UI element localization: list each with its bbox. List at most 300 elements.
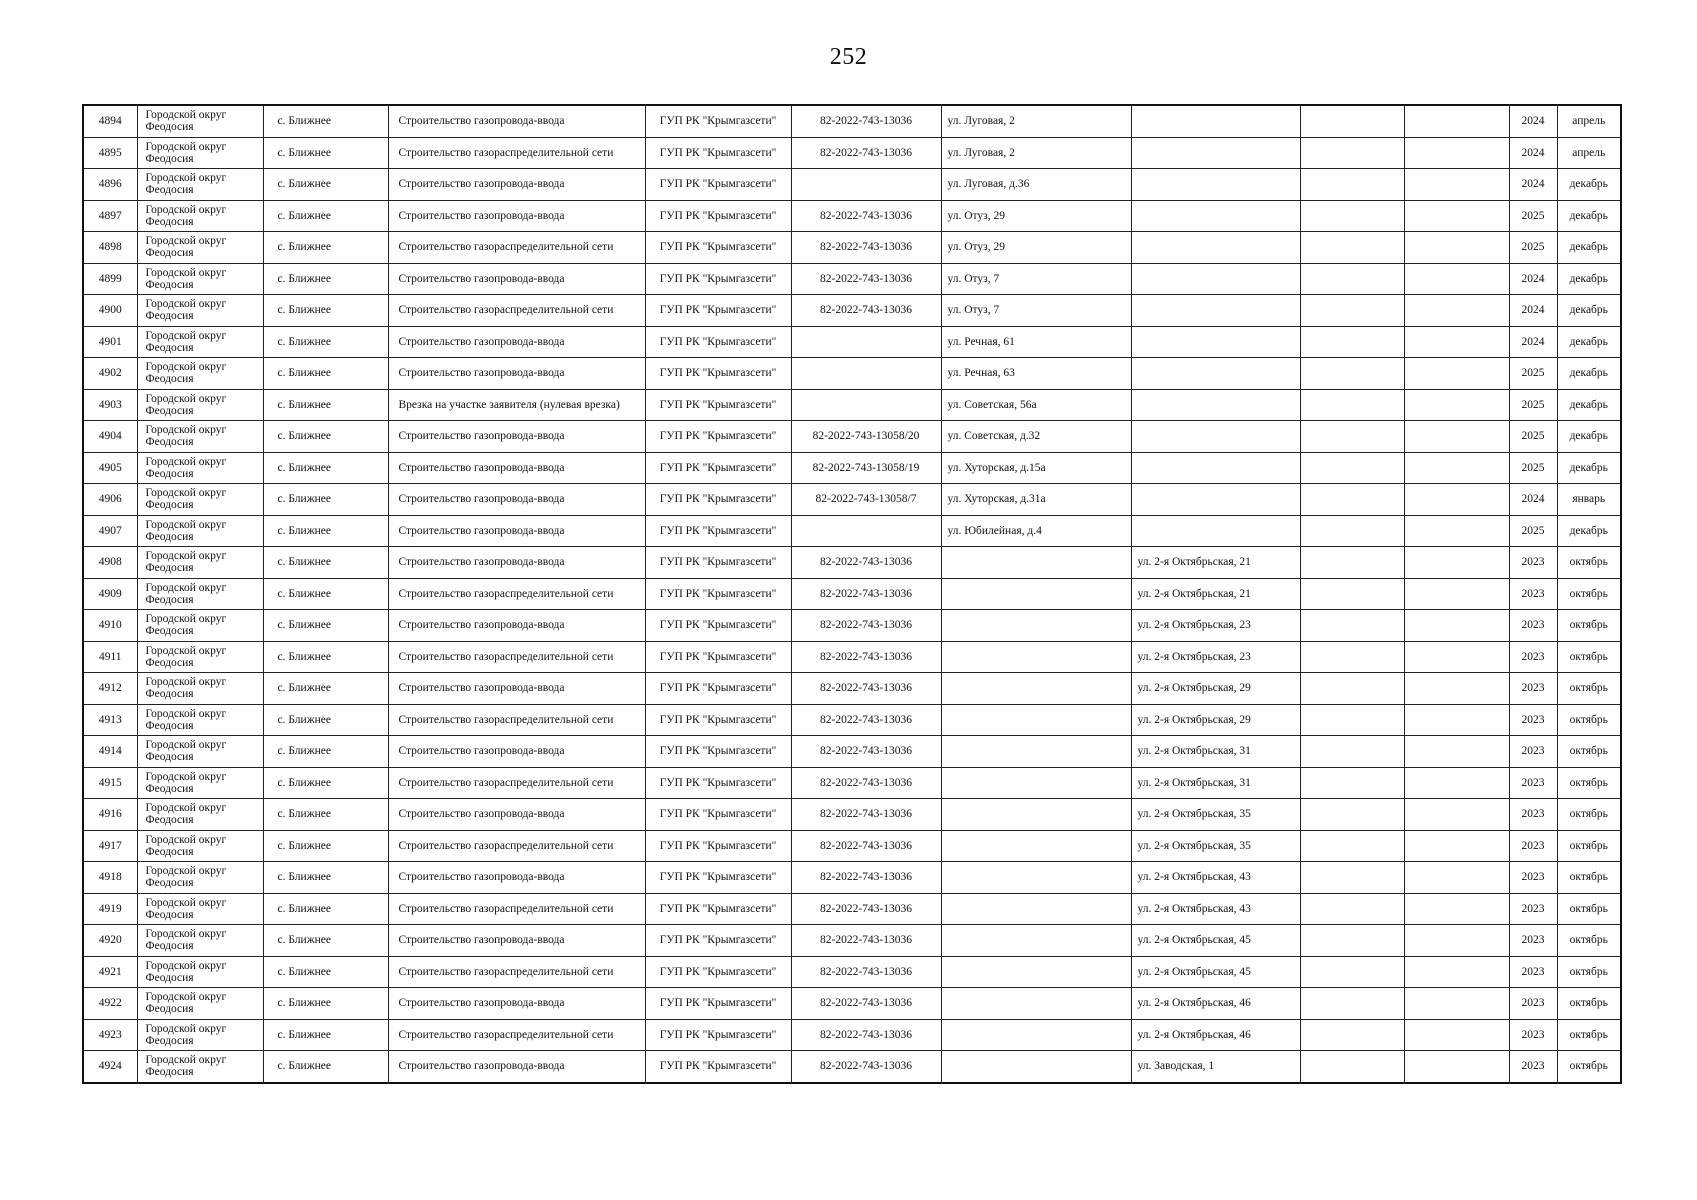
municipality-cell: Городской округ Феодосия bbox=[137, 263, 263, 295]
settlement-cell: с. Ближнее bbox=[263, 610, 388, 642]
row-number: 4914 bbox=[83, 736, 137, 768]
month-cell: октябрь bbox=[1557, 767, 1621, 799]
address-alt-cell: ул. 2-я Октябрьская, 29 bbox=[1131, 673, 1300, 705]
municipality-cell: Городской округ Феодосия bbox=[137, 452, 263, 484]
empty-cell bbox=[1404, 893, 1509, 925]
work-type-cell: Строительство газопровода-ввода bbox=[388, 200, 645, 232]
settlement-cell: с. Ближнее bbox=[263, 389, 388, 421]
municipality-cell: Городской округ Феодосия bbox=[137, 925, 263, 957]
empty-cell bbox=[1404, 421, 1509, 453]
work-type-cell: Строительство газопровода-ввода bbox=[388, 988, 645, 1020]
address-cell: ул. Речная, 63 bbox=[941, 358, 1131, 390]
month-cell: декабрь bbox=[1557, 200, 1621, 232]
table-row bbox=[83, 1051, 1621, 1083]
table-row bbox=[83, 515, 1621, 547]
year-cell: 2024 bbox=[1509, 137, 1557, 169]
contract-code-cell: 82-2022-743-13036 bbox=[791, 232, 941, 264]
month-cell: октябрь bbox=[1557, 578, 1621, 610]
address-cell bbox=[941, 1019, 1131, 1051]
empty-cell bbox=[1404, 515, 1509, 547]
organization-cell: ГУП РК "Крымгазсети" bbox=[645, 358, 791, 390]
row-number: 4907 bbox=[83, 515, 137, 547]
table-row bbox=[83, 389, 1621, 421]
year-cell: 2024 bbox=[1509, 105, 1557, 137]
address-alt-cell: ул. 2-я Октябрьская, 45 bbox=[1131, 956, 1300, 988]
table-row bbox=[83, 1019, 1621, 1051]
settlement-cell: с. Ближнее bbox=[263, 673, 388, 705]
address-alt-cell: ул. 2-я Октябрьская, 23 bbox=[1131, 610, 1300, 642]
row-number: 4908 bbox=[83, 547, 137, 579]
empty-cell bbox=[1300, 893, 1404, 925]
settlement-cell: с. Ближнее bbox=[263, 830, 388, 862]
organization-cell: ГУП РК "Крымгазсети" bbox=[645, 799, 791, 831]
month-cell: декабрь bbox=[1557, 295, 1621, 327]
contract-code-cell: 82-2022-743-13036 bbox=[791, 641, 941, 673]
work-type-cell: Строительство газораспределительной сети bbox=[388, 830, 645, 862]
month-cell: декабрь bbox=[1557, 515, 1621, 547]
row-number: 4924 bbox=[83, 1051, 137, 1083]
settlement-cell: с. Ближнее bbox=[263, 295, 388, 327]
contract-code-cell: 82-2022-743-13036 bbox=[791, 610, 941, 642]
work-type-cell: Строительство газораспределительной сети bbox=[388, 295, 645, 327]
address-cell bbox=[941, 547, 1131, 579]
empty-cell bbox=[1300, 295, 1404, 327]
settlement-cell: с. Ближнее bbox=[263, 452, 388, 484]
address-cell: ул. Отуз, 7 bbox=[941, 263, 1131, 295]
table-row bbox=[83, 641, 1621, 673]
settlement-cell: с. Ближнее bbox=[263, 326, 388, 358]
work-type-cell: Строительство газопровода-ввода bbox=[388, 421, 645, 453]
empty-cell bbox=[1404, 736, 1509, 768]
empty-cell bbox=[1404, 137, 1509, 169]
contract-code-cell: 82-2022-743-13036 bbox=[791, 295, 941, 327]
year-cell: 2025 bbox=[1509, 452, 1557, 484]
table-row bbox=[83, 862, 1621, 894]
settlement-cell: с. Ближнее bbox=[263, 232, 388, 264]
organization-cell: ГУП РК "Крымгазсети" bbox=[645, 830, 791, 862]
address-alt-cell: ул. 2-я Октябрьская, 43 bbox=[1131, 893, 1300, 925]
municipality-cell: Городской округ Феодосия bbox=[137, 767, 263, 799]
address-cell bbox=[941, 925, 1131, 957]
empty-cell bbox=[1404, 1019, 1509, 1051]
organization-cell: ГУП РК "Крымгазсети" bbox=[645, 547, 791, 579]
empty-cell bbox=[1300, 326, 1404, 358]
address-alt-cell: ул. 2-я Октябрьская, 21 bbox=[1131, 547, 1300, 579]
address-alt-cell: ул. 2-я Октябрьская, 29 bbox=[1131, 704, 1300, 736]
contract-code-cell bbox=[791, 515, 941, 547]
empty-cell bbox=[1404, 169, 1509, 201]
settlement-cell: с. Ближнее bbox=[263, 736, 388, 768]
contract-code-cell: 82-2022-743-13036 bbox=[791, 1051, 941, 1083]
table-row bbox=[83, 484, 1621, 516]
work-type-cell: Строительство газораспределительной сети bbox=[388, 641, 645, 673]
settlement-cell: с. Ближнее bbox=[263, 767, 388, 799]
month-cell: декабрь bbox=[1557, 169, 1621, 201]
month-cell: октябрь bbox=[1557, 547, 1621, 579]
work-type-cell: Строительство газопровода-ввода bbox=[388, 169, 645, 201]
contract-code-cell: 82-2022-743-13036 bbox=[791, 893, 941, 925]
organization-cell: ГУП РК "Крымгазсети" bbox=[645, 610, 791, 642]
settlement-cell: с. Ближнее bbox=[263, 704, 388, 736]
month-cell: декабрь bbox=[1557, 326, 1621, 358]
empty-cell bbox=[1300, 767, 1404, 799]
empty-cell bbox=[1300, 830, 1404, 862]
empty-cell bbox=[1404, 862, 1509, 894]
empty-cell bbox=[1404, 1051, 1509, 1083]
work-type-cell: Строительство газораспределительной сети bbox=[388, 137, 645, 169]
organization-cell: ГУП РК "Крымгазсети" bbox=[645, 893, 791, 925]
work-type-cell: Строительство газопровода-ввода bbox=[388, 925, 645, 957]
address-alt-cell: ул. 2-я Октябрьская, 31 bbox=[1131, 736, 1300, 768]
empty-cell bbox=[1300, 578, 1404, 610]
row-number: 4897 bbox=[83, 200, 137, 232]
empty-cell bbox=[1300, 988, 1404, 1020]
empty-cell bbox=[1404, 326, 1509, 358]
municipality-cell: Городской округ Феодосия bbox=[137, 547, 263, 579]
settlement-cell: с. Ближнее bbox=[263, 105, 388, 137]
empty-cell bbox=[1404, 452, 1509, 484]
organization-cell: ГУП РК "Крымгазсети" bbox=[645, 1019, 791, 1051]
address-alt-cell bbox=[1131, 169, 1300, 201]
empty-cell bbox=[1404, 641, 1509, 673]
address-cell: ул. Речная, 61 bbox=[941, 326, 1131, 358]
empty-cell bbox=[1300, 484, 1404, 516]
work-type-cell: Строительство газопровода-ввода bbox=[388, 1051, 645, 1083]
work-type-cell: Строительство газопровода-ввода bbox=[388, 105, 645, 137]
year-cell: 2025 bbox=[1509, 232, 1557, 264]
empty-cell bbox=[1300, 232, 1404, 264]
month-cell: октябрь bbox=[1557, 1019, 1621, 1051]
contract-code-cell: 82-2022-743-13036 bbox=[791, 767, 941, 799]
settlement-cell: с. Ближнее bbox=[263, 169, 388, 201]
table-row bbox=[83, 830, 1621, 862]
empty-cell bbox=[1404, 263, 1509, 295]
table-row bbox=[83, 547, 1621, 579]
month-cell: декабрь bbox=[1557, 421, 1621, 453]
contract-code-cell: 82-2022-743-13058/7 bbox=[791, 484, 941, 516]
year-cell: 2025 bbox=[1509, 389, 1557, 421]
settlement-cell: с. Ближнее bbox=[263, 484, 388, 516]
municipality-cell: Городской округ Феодосия bbox=[137, 578, 263, 610]
empty-cell bbox=[1404, 232, 1509, 264]
contract-code-cell: 82-2022-743-13036 bbox=[791, 799, 941, 831]
work-type-cell: Строительство газораспределительной сети bbox=[388, 1019, 645, 1051]
table-row bbox=[83, 295, 1621, 327]
year-cell: 2023 bbox=[1509, 893, 1557, 925]
work-type-cell: Строительство газопровода-ввода bbox=[388, 452, 645, 484]
municipality-cell: Городской округ Феодосия bbox=[137, 295, 263, 327]
row-number: 4918 bbox=[83, 862, 137, 894]
row-number: 4896 bbox=[83, 169, 137, 201]
empty-cell bbox=[1300, 673, 1404, 705]
year-cell: 2023 bbox=[1509, 641, 1557, 673]
settlement-cell: с. Ближнее bbox=[263, 578, 388, 610]
contract-code-cell: 82-2022-743-13036 bbox=[791, 925, 941, 957]
table-row bbox=[83, 799, 1621, 831]
work-type-cell: Строительство газопровода-ввода bbox=[388, 862, 645, 894]
contract-code-cell: 82-2022-743-13036 bbox=[791, 105, 941, 137]
address-cell bbox=[941, 988, 1131, 1020]
settlement-cell: с. Ближнее bbox=[263, 515, 388, 547]
address-cell: ул. Советская, д.32 bbox=[941, 421, 1131, 453]
address-alt-cell: ул. 2-я Октябрьская, 46 bbox=[1131, 1019, 1300, 1051]
address-alt-cell bbox=[1131, 421, 1300, 453]
address-cell: ул. Хуторская, д.31а bbox=[941, 484, 1131, 516]
table-row bbox=[83, 452, 1621, 484]
row-number: 4909 bbox=[83, 578, 137, 610]
address-alt-cell bbox=[1131, 295, 1300, 327]
address-alt-cell bbox=[1131, 358, 1300, 390]
year-cell: 2023 bbox=[1509, 862, 1557, 894]
work-type-cell: Строительство газопровода-ввода bbox=[388, 484, 645, 516]
year-cell: 2023 bbox=[1509, 799, 1557, 831]
work-type-cell: Строительство газопровода-ввода bbox=[388, 673, 645, 705]
organization-cell: ГУП РК "Крымгазсети" bbox=[645, 421, 791, 453]
settlement-cell: с. Ближнее bbox=[263, 358, 388, 390]
table-row bbox=[83, 673, 1621, 705]
row-number: 4922 bbox=[83, 988, 137, 1020]
year-cell: 2024 bbox=[1509, 484, 1557, 516]
year-cell: 2025 bbox=[1509, 358, 1557, 390]
organization-cell: ГУП РК "Крымгазсети" bbox=[645, 767, 791, 799]
organization-cell: ГУП РК "Крымгазсети" bbox=[645, 389, 791, 421]
year-cell: 2023 bbox=[1509, 1051, 1557, 1083]
address-alt-cell bbox=[1131, 389, 1300, 421]
organization-cell: ГУП РК "Крымгазсети" bbox=[645, 1051, 791, 1083]
year-cell: 2023 bbox=[1509, 578, 1557, 610]
municipality-cell: Городской округ Феодосия bbox=[137, 956, 263, 988]
address-cell bbox=[941, 704, 1131, 736]
empty-cell bbox=[1300, 862, 1404, 894]
empty-cell bbox=[1300, 610, 1404, 642]
municipality-cell: Городской округ Феодосия bbox=[137, 421, 263, 453]
empty-cell bbox=[1300, 641, 1404, 673]
address-alt-cell bbox=[1131, 105, 1300, 137]
row-number: 4905 bbox=[83, 452, 137, 484]
address-cell: ул. Отуз, 7 bbox=[941, 295, 1131, 327]
register-table bbox=[82, 104, 1622, 1084]
month-cell: декабрь bbox=[1557, 232, 1621, 264]
address-cell: ул. Луговая, 2 bbox=[941, 137, 1131, 169]
empty-cell bbox=[1404, 830, 1509, 862]
year-cell: 2023 bbox=[1509, 830, 1557, 862]
address-alt-cell: ул. 2-я Октябрьская, 21 bbox=[1131, 578, 1300, 610]
address-cell bbox=[941, 736, 1131, 768]
organization-cell: ГУП РК "Крымгазсети" bbox=[645, 105, 791, 137]
settlement-cell: с. Ближнее bbox=[263, 421, 388, 453]
year-cell: 2023 bbox=[1509, 610, 1557, 642]
row-number: 4917 bbox=[83, 830, 137, 862]
address-alt-cell: ул. 2-я Октябрьская, 43 bbox=[1131, 862, 1300, 894]
empty-cell bbox=[1300, 1051, 1404, 1083]
empty-cell bbox=[1404, 799, 1509, 831]
empty-cell bbox=[1300, 200, 1404, 232]
organization-cell: ГУП РК "Крымгазсети" bbox=[645, 578, 791, 610]
settlement-cell: с. Ближнее bbox=[263, 893, 388, 925]
work-type-cell: Строительство газопровода-ввода bbox=[388, 263, 645, 295]
month-cell: октябрь bbox=[1557, 893, 1621, 925]
municipality-cell: Городской округ Феодосия bbox=[137, 704, 263, 736]
table-row bbox=[83, 169, 1621, 201]
empty-cell bbox=[1300, 421, 1404, 453]
municipality-cell: Городской округ Феодосия bbox=[137, 1019, 263, 1051]
contract-code-cell: 82-2022-743-13036 bbox=[791, 263, 941, 295]
address-cell: ул. Отуз, 29 bbox=[941, 232, 1131, 264]
row-number: 4895 bbox=[83, 137, 137, 169]
contract-code-cell: 82-2022-743-13036 bbox=[791, 830, 941, 862]
row-number: 4903 bbox=[83, 389, 137, 421]
municipality-cell: Городской округ Феодосия bbox=[137, 799, 263, 831]
table-row bbox=[83, 610, 1621, 642]
empty-cell bbox=[1404, 704, 1509, 736]
address-alt-cell bbox=[1131, 200, 1300, 232]
work-type-cell: Строительство газораспределительной сети bbox=[388, 232, 645, 264]
address-cell bbox=[941, 956, 1131, 988]
month-cell: октябрь bbox=[1557, 988, 1621, 1020]
empty-cell bbox=[1300, 358, 1404, 390]
municipality-cell: Городской округ Феодосия bbox=[137, 389, 263, 421]
table-row bbox=[83, 421, 1621, 453]
settlement-cell: с. Ближнее bbox=[263, 137, 388, 169]
organization-cell: ГУП РК "Крымгазсети" bbox=[645, 704, 791, 736]
month-cell: декабрь bbox=[1557, 389, 1621, 421]
row-number: 4912 bbox=[83, 673, 137, 705]
year-cell: 2024 bbox=[1509, 326, 1557, 358]
municipality-cell: Городской округ Феодосия bbox=[137, 232, 263, 264]
settlement-cell: с. Ближнее bbox=[263, 1019, 388, 1051]
table-row bbox=[83, 105, 1621, 137]
address-alt-cell bbox=[1131, 263, 1300, 295]
address-alt-cell: ул. 2-я Октябрьская, 35 bbox=[1131, 830, 1300, 862]
organization-cell: ГУП РК "Крымгазсети" bbox=[645, 326, 791, 358]
row-number: 4898 bbox=[83, 232, 137, 264]
table-row bbox=[83, 925, 1621, 957]
row-number: 4911 bbox=[83, 641, 137, 673]
address-cell bbox=[941, 578, 1131, 610]
municipality-cell: Городской округ Феодосия bbox=[137, 484, 263, 516]
work-type-cell: Строительство газораспределительной сети bbox=[388, 578, 645, 610]
organization-cell: ГУП РК "Крымгазсети" bbox=[645, 988, 791, 1020]
organization-cell: ГУП РК "Крымгазсети" bbox=[645, 200, 791, 232]
address-alt-cell: ул. 2-я Октябрьская, 23 bbox=[1131, 641, 1300, 673]
address-cell bbox=[941, 641, 1131, 673]
row-number: 4902 bbox=[83, 358, 137, 390]
work-type-cell: Строительство газопровода-ввода bbox=[388, 326, 645, 358]
row-number: 4919 bbox=[83, 893, 137, 925]
empty-cell bbox=[1300, 956, 1404, 988]
organization-cell: ГУП РК "Крымгазсети" bbox=[645, 515, 791, 547]
row-number: 4899 bbox=[83, 263, 137, 295]
year-cell: 2023 bbox=[1509, 1019, 1557, 1051]
empty-cell bbox=[1300, 169, 1404, 201]
empty-cell bbox=[1404, 673, 1509, 705]
row-number: 4910 bbox=[83, 610, 137, 642]
month-cell: октябрь bbox=[1557, 736, 1621, 768]
contract-code-cell: 82-2022-743-13036 bbox=[791, 704, 941, 736]
work-type-cell: Строительство газопровода-ввода bbox=[388, 515, 645, 547]
contract-code-cell: 82-2022-743-13036 bbox=[791, 547, 941, 579]
address-cell bbox=[941, 862, 1131, 894]
work-type-cell: Строительство газораспределительной сети bbox=[388, 956, 645, 988]
table-row bbox=[83, 893, 1621, 925]
settlement-cell: с. Ближнее bbox=[263, 925, 388, 957]
table-row bbox=[83, 988, 1621, 1020]
empty-cell bbox=[1404, 295, 1509, 327]
settlement-cell: с. Ближнее bbox=[263, 641, 388, 673]
contract-code-cell: 82-2022-743-13036 bbox=[791, 137, 941, 169]
address-alt-cell: ул. 2-я Октябрьская, 31 bbox=[1131, 767, 1300, 799]
address-alt-cell: ул. 2-я Октябрьская, 46 bbox=[1131, 988, 1300, 1020]
empty-cell bbox=[1300, 1019, 1404, 1051]
row-number: 4920 bbox=[83, 925, 137, 957]
settlement-cell: с. Ближнее bbox=[263, 263, 388, 295]
municipality-cell: Городской округ Феодосия bbox=[137, 169, 263, 201]
contract-code-cell: 82-2022-743-13036 bbox=[791, 200, 941, 232]
organization-cell: ГУП РК "Крымгазсети" bbox=[645, 484, 791, 516]
municipality-cell: Городской округ Феодосия bbox=[137, 105, 263, 137]
contract-code-cell: 82-2022-743-13036 bbox=[791, 736, 941, 768]
empty-cell bbox=[1300, 389, 1404, 421]
empty-cell bbox=[1300, 105, 1404, 137]
contract-code-cell: 82-2022-743-13036 bbox=[791, 956, 941, 988]
municipality-cell: Городской округ Феодосия bbox=[137, 673, 263, 705]
municipality-cell: Городской округ Феодосия bbox=[137, 137, 263, 169]
month-cell: декабрь bbox=[1557, 263, 1621, 295]
address-alt-cell: ул. 2-я Октябрьская, 45 bbox=[1131, 925, 1300, 957]
year-cell: 2025 bbox=[1509, 421, 1557, 453]
table-row bbox=[83, 956, 1621, 988]
municipality-cell: Городской округ Феодосия bbox=[137, 830, 263, 862]
empty-cell bbox=[1300, 547, 1404, 579]
row-number: 4904 bbox=[83, 421, 137, 453]
empty-cell bbox=[1404, 578, 1509, 610]
organization-cell: ГУП РК "Крымгазсети" bbox=[645, 736, 791, 768]
organization-cell: ГУП РК "Крымгазсети" bbox=[645, 295, 791, 327]
empty-cell bbox=[1300, 137, 1404, 169]
municipality-cell: Городской округ Феодосия bbox=[137, 862, 263, 894]
address-cell: ул. Советская, 56а bbox=[941, 389, 1131, 421]
work-type-cell: Строительство газопровода-ввода bbox=[388, 547, 645, 579]
year-cell: 2023 bbox=[1509, 547, 1557, 579]
year-cell: 2023 bbox=[1509, 988, 1557, 1020]
address-cell bbox=[941, 830, 1131, 862]
address-cell bbox=[941, 610, 1131, 642]
contract-code-cell: 82-2022-743-13036 bbox=[791, 988, 941, 1020]
contract-code-cell bbox=[791, 358, 941, 390]
work-type-cell: Строительство газопровода-ввода bbox=[388, 799, 645, 831]
empty-cell bbox=[1300, 515, 1404, 547]
organization-cell: ГУП РК "Крымгазсети" bbox=[645, 137, 791, 169]
row-number: 4913 bbox=[83, 704, 137, 736]
month-cell: октябрь bbox=[1557, 610, 1621, 642]
address-alt-cell: ул. Заводская, 1 bbox=[1131, 1051, 1300, 1083]
organization-cell: ГУП РК "Крымгазсети" bbox=[645, 673, 791, 705]
organization-cell: ГУП РК "Крымгазсети" bbox=[645, 956, 791, 988]
year-cell: 2023 bbox=[1509, 736, 1557, 768]
organization-cell: ГУП РК "Крымгазсети" bbox=[645, 263, 791, 295]
table-row bbox=[83, 200, 1621, 232]
month-cell: октябрь bbox=[1557, 704, 1621, 736]
empty-cell bbox=[1300, 704, 1404, 736]
municipality-cell: Городской округ Феодосия bbox=[137, 358, 263, 390]
address-cell bbox=[941, 767, 1131, 799]
contract-code-cell: 82-2022-743-13036 bbox=[791, 862, 941, 894]
year-cell: 2023 bbox=[1509, 704, 1557, 736]
row-number: 4894 bbox=[83, 105, 137, 137]
address-cell bbox=[941, 1051, 1131, 1083]
table-row bbox=[83, 326, 1621, 358]
table-row bbox=[83, 263, 1621, 295]
